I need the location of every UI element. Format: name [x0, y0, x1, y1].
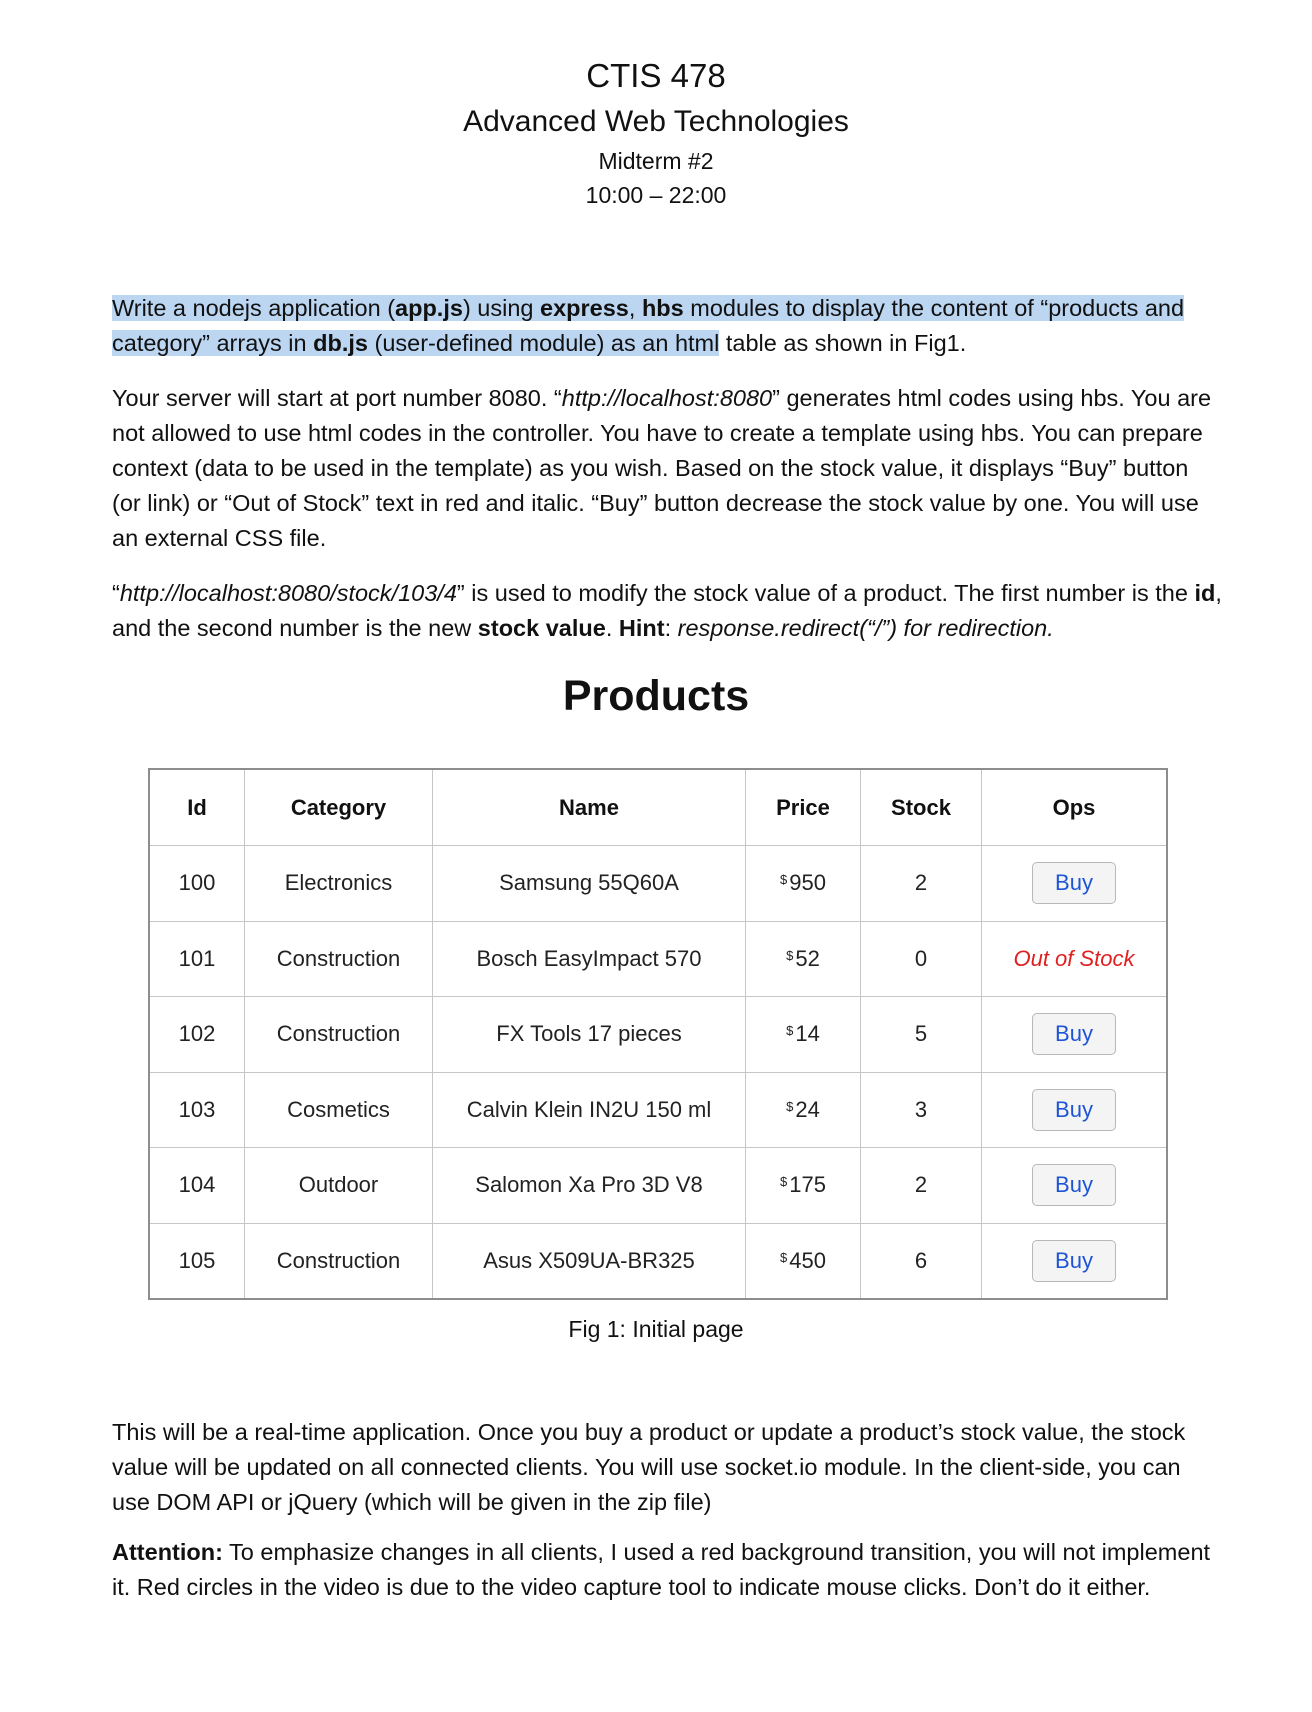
cell-id: 105	[149, 1223, 245, 1299]
italic-url: http://localhost:8080	[561, 385, 773, 411]
cell-id: 100	[149, 846, 245, 922]
currency-symbol: $	[780, 1249, 788, 1265]
paragraph-stock-route	[112, 576, 1222, 646]
bold-text: app.js	[395, 295, 463, 321]
price-value: 950	[789, 870, 826, 896]
cell-id: 101	[149, 921, 245, 997]
cell-name: Asus X509UA-BR325	[433, 1223, 746, 1299]
products-table	[148, 768, 1168, 1300]
cell-name: Bosch EasyImpact 570	[433, 921, 746, 997]
buy-button[interactable]: Buy	[1032, 1089, 1116, 1131]
table-row	[149, 997, 1167, 1073]
price-value: 52	[795, 945, 820, 971]
cell-name: Samsung 55Q60A	[433, 846, 746, 922]
cell-ops	[982, 997, 1168, 1073]
column-header-price: Price	[746, 769, 861, 846]
text: (user-defined module) as an html	[367, 330, 720, 356]
figure-title: Products	[562, 672, 750, 720]
cell-stock: 2	[861, 1148, 982, 1224]
cell-category: Construction	[245, 997, 433, 1073]
table-header-row	[149, 769, 1167, 846]
buy-button[interactable]: Buy	[1032, 1240, 1116, 1282]
column-header-ops: Ops	[982, 769, 1168, 846]
italic-text: response.redirect(“/”) for redirection.	[677, 615, 1054, 641]
table-row	[149, 846, 1167, 922]
exam-time: 10:00 – 22:00	[585, 182, 727, 208]
table-row	[149, 921, 1167, 997]
buy-button[interactable]: Buy	[1032, 862, 1116, 904]
cell-ops	[982, 921, 1168, 997]
text: ,	[628, 295, 642, 321]
cell-id: 104	[149, 1148, 245, 1224]
text: “	[112, 580, 120, 606]
cell-ops	[982, 1072, 1168, 1148]
text: ” is used to modify the stock value of a product. The first number is the	[456, 580, 1195, 606]
text: This will be a real-time application. Once you buy a product or update a product’s stock value, the stock value will be updated on all connected clients. You will use socket.io module. In the client-side, you can use DOM API or jQuery (which will be given in the zip file)	[112, 1419, 1186, 1515]
cell-ops	[982, 1223, 1168, 1299]
table-row	[149, 1223, 1167, 1299]
cell-id: 102	[149, 997, 245, 1073]
italic-url: http://localhost:8080/stock/103/4	[119, 580, 457, 606]
cell-name: FX Tools 17 pieces	[433, 997, 746, 1073]
cell-stock: 0	[861, 921, 982, 997]
exam-name: Midterm #2	[598, 148, 714, 174]
cell-ops	[982, 1148, 1168, 1224]
cell-name: Calvin Klein IN2U 150 ml	[433, 1072, 746, 1148]
document-header	[0, 52, 1312, 212]
price-value: 175	[789, 1172, 826, 1198]
currency-symbol: $	[786, 947, 794, 963]
bold-text: express	[540, 295, 629, 321]
course-title: Advanced Web Technologies	[463, 105, 849, 138]
cell-category: Construction	[245, 921, 433, 997]
cell-price	[746, 1148, 861, 1224]
text: To emphasize changes in all clients, I used a red background transition, you will not implement it. Red circles in the video is due to the video capture tool to indicate mouse clicks. Don’t do it either.	[112, 1539, 1211, 1600]
course-code: CTIS 478	[586, 57, 726, 94]
bold-text: db.js	[313, 330, 368, 356]
paragraph-server	[112, 381, 1222, 556]
cell-category: Cosmetics	[245, 1072, 433, 1148]
out-of-stock-label: Out of Stock	[1013, 945, 1135, 971]
column-header-id: Id	[149, 769, 245, 846]
bold-text: Attention:	[112, 1539, 223, 1565]
highlighted-text	[112, 295, 1184, 356]
table-row	[149, 1148, 1167, 1224]
text: ) using	[462, 295, 541, 321]
cell-category: Electronics	[245, 846, 433, 922]
currency-symbol: $	[786, 1098, 794, 1114]
column-header-stock: Stock	[861, 769, 982, 846]
cell-stock: 5	[861, 997, 982, 1073]
cell-price	[746, 1223, 861, 1299]
cell-stock: 3	[861, 1072, 982, 1148]
text: modules to display the content of “products and category” arrays in	[112, 295, 1185, 356]
price-value: 14	[795, 1021, 820, 1047]
text: , and the second number is the new	[112, 580, 1222, 641]
text: ” generates html codes using hbs. You are not allowed to use html codes in the controller. You have to create a template using hbs. You can prepare context (data to be used in the template) as you wish. Based on the stock value, it displays “Buy” button (or link) or “Out of Stock” text in red and italic. “Buy” button decrease the stock value by one. You will use an external CSS file.	[112, 385, 1212, 551]
cell-price	[746, 846, 861, 922]
cell-ops	[982, 846, 1168, 922]
table-row	[149, 1072, 1167, 1148]
currency-symbol: $	[780, 1174, 788, 1190]
cell-price	[746, 921, 861, 997]
currency-symbol: $	[780, 872, 788, 888]
bold-text: id	[1194, 580, 1216, 606]
cell-stock: 2	[861, 846, 982, 922]
column-header-name: Name	[433, 769, 746, 846]
buy-button[interactable]: Buy	[1032, 1013, 1116, 1055]
bold-text: Hint	[618, 615, 665, 641]
column-header-category: Category	[245, 769, 433, 846]
text: :	[664, 615, 678, 641]
text: Your server will start at port number 8080. “	[112, 385, 562, 411]
cell-id: 103	[149, 1072, 245, 1148]
cell-category: Outdoor	[245, 1148, 433, 1224]
bold-text: stock value	[477, 615, 606, 641]
buy-button[interactable]: Buy	[1032, 1164, 1116, 1206]
paragraph-task	[112, 291, 1222, 361]
paragraph-realtime	[112, 1415, 1222, 1520]
price-value: 24	[795, 1096, 820, 1122]
price-value: 450	[789, 1247, 826, 1273]
cell-category: Construction	[245, 1223, 433, 1299]
figure-caption: Fig 1: Initial page	[568, 1316, 744, 1342]
cell-name: Salomon Xa Pro 3D V8	[433, 1148, 746, 1224]
bold-text: hbs	[641, 295, 684, 321]
cell-price	[746, 997, 861, 1073]
currency-symbol: $	[786, 1023, 794, 1039]
cell-stock: 6	[861, 1223, 982, 1299]
text: .	[605, 615, 619, 641]
paragraph-attention	[112, 1535, 1222, 1605]
text: table as shown in Fig1.	[719, 330, 967, 356]
cell-price	[746, 1072, 861, 1148]
text: Write a nodejs application (	[112, 295, 396, 321]
